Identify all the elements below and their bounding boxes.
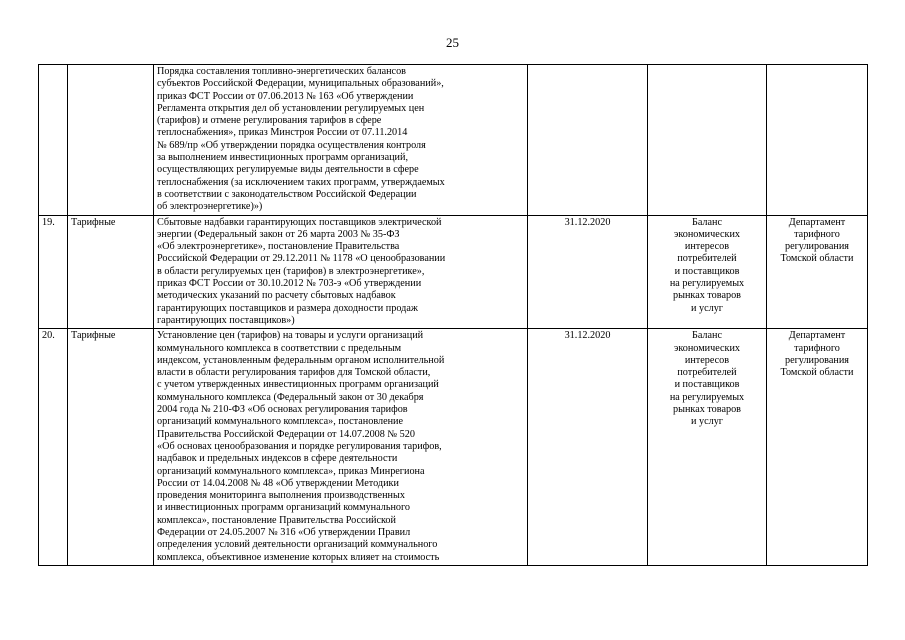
description-line: № 689/пр «Об утверждении порядка осуществления контроля: [157, 139, 426, 151]
result-line: потребителей: [677, 253, 737, 265]
deadline-date: [528, 65, 648, 216]
result-line: и поставщиков: [674, 379, 740, 391]
description-line: в области регулируемых цен (тарифов) в электроэнергетике»,: [157, 265, 425, 277]
result-line: экономических: [673, 228, 741, 240]
row-number: [39, 65, 68, 216]
measure-category: Тарифные: [68, 215, 154, 329]
description-line: гарантирующих поставщиков и размера доходности продаж: [157, 302, 418, 314]
description-line: проведения мониторинга выполнения производственных: [157, 490, 405, 502]
measure-description: [154, 65, 528, 216]
department-line: тарифного: [794, 228, 840, 240]
description-line: организаций коммунального комплекса», постановление: [157, 416, 404, 428]
department-line: Томской области: [780, 367, 854, 379]
department-line: Департамент: [788, 330, 846, 342]
description-line: «Об основах ценообразования и порядке регулирования тарифов,: [157, 440, 442, 452]
department-line: тарифного: [794, 342, 840, 354]
row-number: 20.: [39, 329, 68, 566]
description-line: субъектов Российской Федерации, муниципальных образований»,: [157, 78, 444, 90]
result-line: Баланс: [691, 330, 723, 342]
description-line: Правительства Российской Федерации от 14.07.2008 № 520: [157, 428, 415, 440]
expected-result: [648, 65, 767, 216]
table-row: [39, 65, 868, 216]
description-line: методических указаний по расчету сбытовых надбавок: [157, 290, 396, 302]
description-line: приказ ФСТ России от 07.06.2013 № 163 «Об утверждении: [157, 90, 414, 102]
description-line: гарантирующих поставщиков»): [157, 314, 295, 326]
description-line: организаций коммунального комплекса», приказ Минрегиона: [157, 465, 425, 477]
result-line: интересов: [684, 354, 730, 366]
result-line: экономических: [673, 342, 741, 354]
department-line: регулирования: [785, 354, 849, 366]
measure-description: [154, 215, 528, 329]
expected-result: [648, 215, 767, 329]
description-line: определения условий деятельности организаций коммунального: [157, 539, 438, 551]
description-line: России от 14.04.2008 № 48 «Об утверждении Методики: [157, 477, 399, 489]
result-line: на регулируемых: [669, 278, 745, 290]
description-line: энергии (Федеральный закон от 26 марта 2003 № 35-ФЗ: [157, 228, 400, 240]
deadline-date: 31.12.2020: [528, 215, 648, 329]
result-line: и поставщиков: [674, 265, 740, 277]
result-line: и услуг: [691, 416, 723, 428]
table-row: [39, 215, 868, 329]
description-line: коммунального комплекса в соответствии с предельным: [157, 342, 402, 354]
description-line: комплекса, объективное изменение которых влияет на стоимость: [157, 551, 440, 563]
result-line: Баланс: [691, 216, 723, 228]
measure-description: [154, 329, 528, 566]
expected-result: [648, 329, 767, 566]
description-line: Российской Федерации от 29.12.2011 № 1178 «О ценообразовании: [157, 253, 446, 265]
description-line: индексом, установленным федеральным органом исполнительной: [157, 354, 445, 366]
result-line: интересов: [684, 241, 730, 253]
deadline-date: 31.12.2020: [528, 329, 648, 566]
result-line: потребителей: [677, 367, 737, 379]
description-line: коммунального комплекса (Федеральный закон от 30 декабря: [157, 391, 424, 403]
description-line: 2004 года № 210-ФЗ «Об основах регулирования тарифов: [157, 404, 408, 416]
result-line: и услуг: [691, 302, 723, 314]
description-line: в соответствии с законодательством Российской Федерации: [157, 188, 417, 200]
table-body: [39, 65, 868, 566]
description-line: Регламента открытия дел об установлении регулируемых цен: [157, 102, 425, 114]
result-line: на регулируемых: [669, 391, 745, 403]
description-line: за выполнением инвестиционных программ организаций,: [157, 152, 408, 164]
description-line: надбавок и предельных индексов в сфере деятельности: [157, 453, 398, 465]
measure-category: Тарифные: [68, 329, 154, 566]
description-line: об электроэнергетике)»): [157, 201, 263, 213]
description-line: теплоснабжения (за исключением таких программ, утверждаемых: [157, 176, 445, 188]
description-line: власти в области регулирования тарифов для Томской области,: [157, 367, 431, 379]
description-line: теплоснабжения», приказ Минстроя России от 07.11.2014: [157, 127, 408, 139]
description-line: Сбытовые надбавки гарантирующих поставщиков электрической: [157, 216, 442, 228]
measures-table: [38, 64, 868, 566]
page-number: 25: [446, 35, 459, 50]
department-line: Департамент: [788, 216, 846, 228]
description-line: Федерации от 24.05.2007 № 316 «Об утверждении Правил: [157, 526, 411, 538]
result-line: рынках товаров: [673, 290, 741, 302]
description-line: комплекса», постановление Правительства Российской: [157, 514, 396, 526]
description-line: осуществляющих регулируемые виды деятельности в сфере: [157, 164, 419, 176]
responsible-department: [767, 215, 868, 329]
row-number: 19.: [39, 215, 68, 329]
description-line: «Об электроэнергетике», постановление Правительства: [157, 241, 400, 253]
description-line: приказ ФСТ России от 30.10.2012 № 703-э «Об утверждении: [157, 278, 422, 290]
department-line: Томской области: [780, 253, 854, 265]
description-line: Порядка составления топливно-энергетических балансов: [157, 66, 406, 77]
result-line: рынках товаров: [673, 404, 741, 416]
description-line: (тарифов) и отмене регулирования тарифов в сфере: [157, 115, 382, 127]
description-line: с учетом утвержденных инвестиционных программ организаций: [157, 379, 439, 391]
table-row: [39, 329, 868, 566]
measure-category: [68, 65, 154, 216]
responsible-department: [767, 65, 868, 216]
department-line: регулирования: [785, 241, 849, 253]
description-line: Установление цен (тарифов) на товары и услуги организаций: [157, 330, 424, 342]
description-line: и инвестиционных программ организаций коммунального: [157, 502, 411, 514]
responsible-department: [767, 329, 868, 566]
